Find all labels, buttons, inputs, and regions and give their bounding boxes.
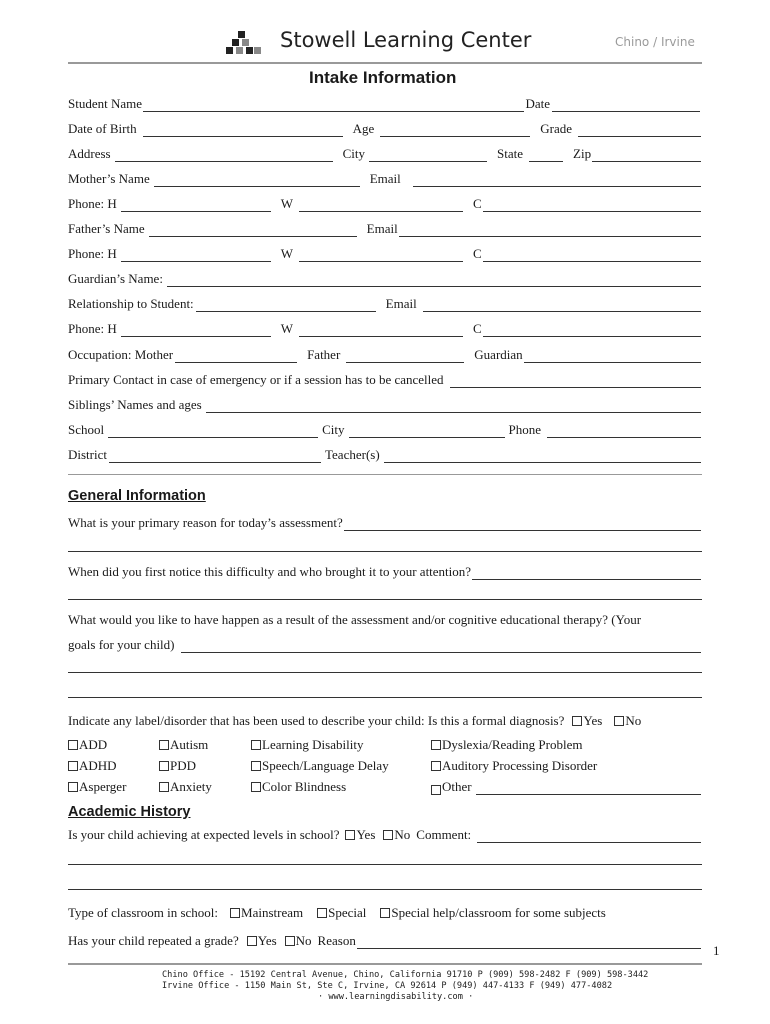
- question-labels: Indicate any label/disorder that has been used to describe your child: Is this a formal diagnosis?: [68, 713, 565, 728]
- learning-disability-checkbox[interactable]: [251, 740, 261, 750]
- goals-field-3[interactable]: [68, 697, 702, 698]
- logo-icon: [224, 29, 262, 56]
- label-age: Age: [352, 121, 375, 136]
- label-father-phone-h: Phone: H: [68, 246, 117, 261]
- comment-field-2[interactable]: [68, 864, 702, 865]
- guardians-name-field[interactable]: [167, 274, 701, 287]
- school-city-field[interactable]: [349, 425, 505, 438]
- row-label-question: [68, 711, 702, 729]
- special-help-checkbox[interactable]: [380, 908, 390, 918]
- label-school-phone: Phone: [508, 422, 542, 437]
- first-notice-field-2[interactable]: [68, 599, 702, 600]
- comment-field-3[interactable]: [68, 889, 702, 890]
- footer-line-chino: Chino Office - 15192 Central Avenue, Chino, California 91710 P (909) 598-2482 F (909) 598-3442: [162, 970, 649, 980]
- mothers-name-field[interactable]: [154, 174, 360, 187]
- dyslexia-label: Dyslexia/Reading Problem: [442, 737, 583, 752]
- goals-field-2[interactable]: [68, 672, 702, 673]
- footer-website-row: · www.learningdisability.com ·: [318, 992, 474, 1002]
- teachers-field[interactable]: [384, 450, 701, 463]
- row-achieving: [68, 825, 702, 843]
- label-siblings: Siblings’ Names and ages: [68, 397, 202, 412]
- row-occupation: [68, 345, 702, 363]
- autism-checkbox[interactable]: [159, 740, 169, 750]
- page-number: 1: [713, 943, 720, 958]
- row-relationship: [68, 294, 702, 312]
- siblings-field[interactable]: [206, 400, 701, 413]
- occupation-guardian-field[interactable]: [524, 350, 701, 363]
- label-fathers-name: Father’s Name: [68, 221, 145, 236]
- academic-heading: Academic History: [68, 804, 191, 820]
- row-repeated: [68, 931, 702, 949]
- option-speech: [251, 758, 389, 774]
- brand-name: Stowell Learning Center: [280, 28, 532, 52]
- primary-reason-field-2[interactable]: [68, 551, 702, 552]
- occupation-father-field[interactable]: [346, 350, 464, 363]
- row-q3a: [68, 610, 702, 628]
- zip-field[interactable]: [592, 149, 701, 162]
- repeated-no-checkbox[interactable]: [285, 936, 295, 946]
- other-field[interactable]: [476, 782, 701, 795]
- achieving-yes-checkbox[interactable]: [345, 830, 355, 840]
- label-guardian-phone-c: C: [473, 321, 482, 336]
- goals-field[interactable]: [181, 640, 701, 653]
- label-school-city: City: [322, 422, 345, 437]
- row-primary-contact: [68, 370, 702, 388]
- label-state: State: [497, 146, 524, 161]
- row-q1: [68, 513, 702, 531]
- age-field[interactable]: [380, 124, 530, 137]
- student-name-field[interactable]: [143, 99, 524, 112]
- row-fathers-name: [68, 219, 702, 237]
- row-mothers-name: [68, 169, 702, 187]
- question-classroom: Type of classroom in school:: [68, 905, 219, 920]
- father-phone-w-field[interactable]: [299, 249, 463, 262]
- general-heading: General Information: [68, 488, 206, 504]
- formal-no-checkbox[interactable]: [614, 716, 624, 726]
- learning-disability-label: Learning Disability: [262, 737, 364, 752]
- mother-phone-w-field[interactable]: [299, 199, 463, 212]
- formal-yes-checkbox[interactable]: [572, 716, 582, 726]
- label-occupation-mother: Occupation: Mother: [68, 347, 174, 362]
- label-district: District: [68, 447, 107, 462]
- repeated-yes-label: Yes: [257, 933, 277, 948]
- pdd-label: PDD: [170, 758, 197, 773]
- add-checkbox[interactable]: [68, 740, 78, 750]
- label-mother-phone-w: W: [280, 196, 294, 211]
- repeated-yes-checkbox[interactable]: [247, 936, 257, 946]
- color-blindness-label: Color Blindness: [262, 779, 347, 794]
- label-guardian-email: Email: [385, 296, 417, 311]
- locations: Chino / Irvine: [615, 35, 695, 49]
- option-dyslexia: [431, 737, 582, 753]
- guardian-phone-c-field[interactable]: [483, 324, 701, 337]
- adhd-checkbox[interactable]: [68, 761, 78, 771]
- label-mother-phone-h: Phone: H: [68, 196, 117, 211]
- guardian-phone-w-field[interactable]: [299, 324, 463, 337]
- option-add: [68, 737, 107, 753]
- first-notice-field[interactable]: [472, 567, 701, 580]
- label-guardian-phone-w: W: [280, 321, 294, 336]
- adhd-label: ADHD: [79, 758, 117, 773]
- dob-field[interactable]: [143, 124, 343, 137]
- option-pdd: [159, 758, 196, 774]
- label-dob: Date of Birth: [68, 121, 137, 136]
- guardian-email-field[interactable]: [423, 299, 701, 312]
- asperger-checkbox[interactable]: [68, 782, 78, 792]
- color-blindness-checkbox[interactable]: [251, 782, 261, 792]
- father-phone-h-field[interactable]: [121, 249, 271, 262]
- primary-reason-field[interactable]: [344, 518, 701, 531]
- autism-label: Autism: [170, 737, 209, 752]
- add-label: ADD: [79, 737, 108, 752]
- other-label: Other: [442, 779, 472, 794]
- option-anxiety: [159, 779, 212, 795]
- pdd-checkbox[interactable]: [159, 761, 169, 771]
- question-first-notice: When did you first notice this difficulty and who brought it to your attention?: [68, 564, 472, 579]
- occupation-mother-field[interactable]: [175, 350, 297, 363]
- other-checkbox[interactable]: [431, 785, 441, 795]
- question-achieving: Is your child achieving at expected levels in school?: [68, 827, 340, 842]
- auditory-checkbox[interactable]: [431, 761, 441, 771]
- row-q3b: [68, 635, 702, 653]
- row-classroom: [68, 903, 702, 921]
- mother-phone-c-field[interactable]: [483, 199, 701, 212]
- label-mothers-name: Mother’s Name: [68, 171, 150, 186]
- row-father-phone: [68, 244, 702, 262]
- question-primary-reason: What is your primary reason for today’s assessment?: [68, 515, 343, 530]
- row-guardian-phone: [68, 319, 702, 337]
- row-siblings: [68, 395, 702, 413]
- question-repeated: Has your child repeated a grade?: [68, 933, 239, 948]
- row-school: [68, 420, 702, 438]
- guardian-phone-h-field[interactable]: [121, 324, 271, 337]
- label-father-phone-w: W: [280, 246, 294, 261]
- label-primary-contact: Primary Contact in case of emergency or if a session has to be cancelled: [68, 372, 444, 387]
- label-guardians-name: Guardian’s Name:: [68, 271, 163, 286]
- label-city: City: [342, 146, 366, 161]
- question-goals-cont: goals for your child): [68, 637, 175, 652]
- label-address: Address: [68, 146, 111, 161]
- label-father-email: Email: [366, 221, 398, 236]
- mother-phone-h-field[interactable]: [121, 199, 271, 212]
- achieving-no-label: No: [394, 827, 411, 842]
- row-address: [68, 144, 702, 162]
- row-district: [68, 445, 702, 463]
- address-field[interactable]: [115, 149, 333, 162]
- mainstream-checkbox[interactable]: [230, 908, 240, 918]
- option-adhd: [68, 758, 117, 774]
- date-field[interactable]: [552, 99, 700, 112]
- option-asperger: [68, 779, 126, 795]
- row-guardians-name: [68, 269, 702, 287]
- achieving-yes-label: Yes: [356, 827, 376, 842]
- label-mother-phone-c: C: [473, 196, 482, 211]
- anxiety-checkbox[interactable]: [159, 782, 169, 792]
- option-other: [431, 779, 702, 795]
- option-autism: [159, 737, 208, 753]
- label-mother-email: Email: [369, 171, 401, 186]
- school-field[interactable]: [108, 425, 318, 438]
- option-learning-disability: [251, 737, 363, 753]
- speech-label: Speech/Language Delay: [262, 758, 389, 773]
- grade-field[interactable]: [578, 124, 701, 137]
- footer-divider: [68, 963, 702, 965]
- label-reason: Reason: [317, 933, 356, 948]
- relationship-field[interactable]: [196, 299, 376, 312]
- section-divider: [68, 474, 702, 475]
- mainstream-label: Mainstream: [241, 905, 304, 920]
- row-student-name: [68, 94, 702, 112]
- special-checkbox[interactable]: [317, 908, 327, 918]
- formal-no-label: No: [625, 713, 642, 728]
- website-link[interactable]: www.learningdisability.com: [328, 992, 463, 1002]
- label-teachers: Teacher(s): [325, 447, 380, 462]
- label-guardian-phone-h: Phone: H: [68, 321, 117, 336]
- label-grade: Grade: [540, 121, 573, 136]
- row-mother-phone: [68, 194, 702, 212]
- label-relationship: Relationship to Student:: [68, 296, 194, 311]
- label-comment: Comment:: [416, 827, 472, 842]
- state-field[interactable]: [529, 149, 563, 162]
- row-q2: [68, 562, 702, 580]
- page-title: Intake Information: [309, 68, 457, 87]
- label-school: School: [68, 422, 105, 437]
- special-help-label: Special help/classroom for some subjects: [391, 905, 606, 920]
- anxiety-label: Anxiety: [170, 779, 212, 794]
- reason-field[interactable]: [357, 936, 701, 949]
- achieving-no-checkbox[interactable]: [383, 830, 393, 840]
- asperger-label: Asperger: [79, 779, 127, 794]
- label-date: Date: [525, 96, 550, 111]
- fathers-name-field[interactable]: [149, 224, 357, 237]
- row-dob: [68, 119, 702, 137]
- header-divider: [68, 62, 702, 64]
- school-phone-field[interactable]: [547, 425, 701, 438]
- speech-checkbox[interactable]: [251, 761, 261, 771]
- formal-yes-label: Yes: [583, 713, 603, 728]
- label-student-name: Student Name: [68, 96, 143, 111]
- father-email-field[interactable]: [399, 224, 701, 237]
- primary-contact-field[interactable]: [450, 375, 701, 388]
- dyslexia-checkbox[interactable]: [431, 740, 441, 750]
- option-auditory: [431, 758, 597, 774]
- label-occupation-guardian: Guardian: [474, 347, 523, 362]
- special-label: Special: [328, 905, 367, 920]
- mother-email-field[interactable]: [413, 174, 701, 187]
- label-zip: Zip: [573, 146, 592, 161]
- comment-field[interactable]: [477, 830, 701, 843]
- district-field[interactable]: [109, 450, 321, 463]
- father-phone-c-field[interactable]: [483, 249, 701, 262]
- option-color-blindness: [251, 779, 346, 795]
- repeated-no-label: No: [295, 933, 312, 948]
- auditory-label: Auditory Processing Disorder: [442, 758, 598, 773]
- label-occupation-father: Father: [307, 347, 341, 362]
- city-field[interactable]: [369, 149, 487, 162]
- footer-line-irvine: Irvine Office - 1150 Main St, Ste C, Irvine, CA 92614 P (949) 447-4133 F (949) 477-4082: [162, 981, 613, 991]
- question-goals: What would you like to have happen as a result of the assessment and/or cognitive educational therapy? (Your: [68, 612, 642, 627]
- label-father-phone-c: C: [473, 246, 482, 261]
